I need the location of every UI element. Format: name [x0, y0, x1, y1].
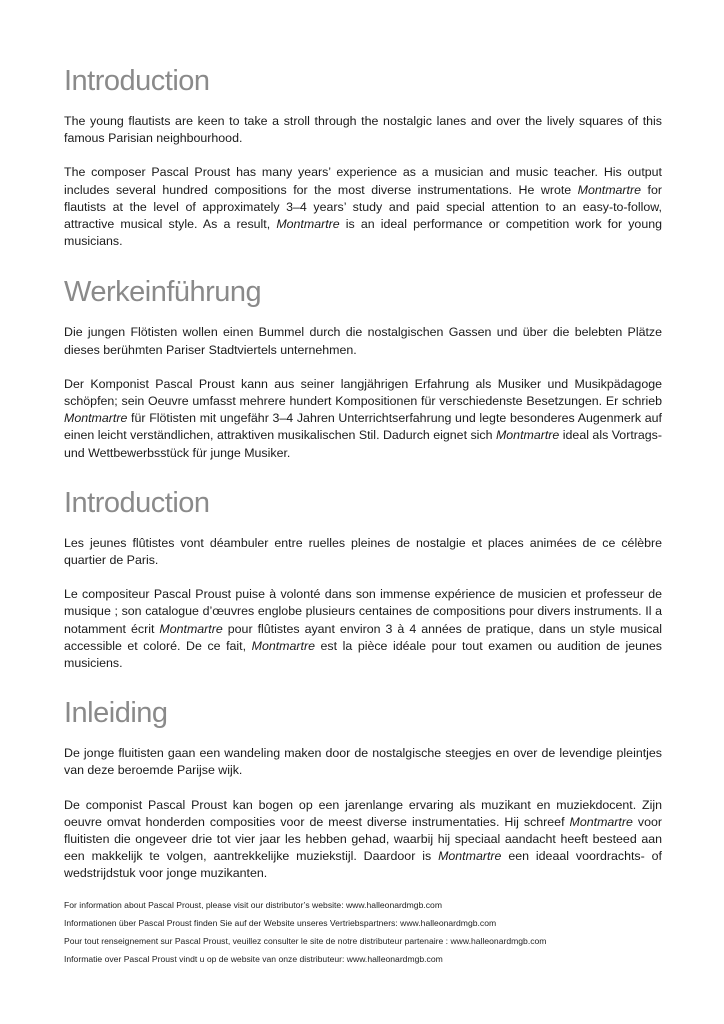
text-run: pour flûtistes ayant environ 3 à 4 années de pratique, dans un style musical accessible et coloré. De ce fait,	[64, 621, 663, 653]
paragraph: Les jeunes flûtistes vont déambuler entre ruelles pleines de nostalgie et places animées de ce célèbre quartier de Paris.	[64, 535, 662, 568]
text-run: est la pièce idéale pour tout examen ou audition de jeunes musiciens.	[64, 638, 662, 671]
text-run: is an ideal performance or competition work for young musicians.	[64, 217, 662, 249]
work-title: Montmartre	[276, 217, 340, 232]
work-title: Montmartre	[577, 182, 642, 197]
text-run: Le compositeur Pascal Proust puise à volonté dans son immense expérience de musicien et professeur de musique ; son catalogue d’œuvres englobe plusieurs centaines de compositions pour divers instruments. Il a notamment écrit	[64, 587, 662, 636]
text-run: for flautists at the level of approximately 3–4 years’ study and paid special attention to an easy-to-follow, attractive musical style. As a result,	[64, 182, 662, 232]
text-run: für Flötisten mit ungefähr 3–4 Jahren Unterrichtserfahrung und legte besonderes Augenmerk auf einen leicht verständlichen, attraktiven musikalischen Stil. Dadurch eignet sich	[64, 411, 662, 443]
text-run: een ideaal voordrachts- of wedstrijdstuk voor jonge muzikanten.	[64, 849, 662, 881]
work-title: Montmartre	[64, 411, 128, 426]
section-dutch	[64, 694, 662, 882]
section-english	[64, 62, 662, 250]
paragraph	[64, 376, 662, 462]
text-run: De componist Pascal Proust kan bogen op een jarenlange ervaring als muzikant en muziekdocent. Zijn oeuvre omvat honderden composities voor de meest diverse instrumentaties. Hij schreef	[64, 797, 662, 829]
footer-line-german: Informationen über Pascal Proust finden Sie auf der Website unseres Vertriebspartners: www.halleonardmgb.com	[64, 918, 497, 928]
paragraph: The young flautists are keen to take a stroll through the nostalgic lanes and over the lively squares of this famous Parisian neighbourhood.	[64, 114, 662, 146]
section-german	[64, 273, 662, 461]
section-french	[64, 484, 662, 672]
footer-line-english: For information about Pascal Proust, please visit our distributor’s website: www.halleonardmgb.com	[64, 900, 442, 910]
work-title: Montmartre	[251, 638, 315, 653]
work-title: Montmartre	[159, 621, 223, 636]
document-body	[64, 62, 662, 900]
text-run: Der Komponist Pascal Proust kann aus seiner langjährigen Erfahrung als Musiker und Musikpädagoge schöpfen; sein Oeuvre umfasst mehrere hundert Kompositionen für verschiedenste Besetzungen. Er schrieb	[64, 376, 662, 409]
footer-notes	[64, 896, 664, 968]
text-run: The composer Pascal Proust has many years’ experience as a musician and music teacher. His output includes several hundred compositions for the most diverse instrumentations. He wrote	[64, 165, 662, 197]
footer-line-french: Pour tout renseignement sur Pascal Proust, veuillez consulter le site de notre distributeur partenaire : www.halleonardmgb.com	[64, 936, 547, 946]
work-title: Montmartre	[569, 814, 633, 829]
paragraph	[64, 164, 662, 250]
footer-line-dutch: Informatie over Pascal Proust vindt u op de website van onze distributeur: www.halleonardmgb.com	[64, 954, 443, 964]
paragraph	[64, 797, 662, 883]
section-heading: Introduction	[64, 65, 210, 97]
paragraph: Die jungen Flötisten wollen einen Bummel durch die nostalgischen Gassen und über die belebten Plätze dieses berühmten Pariser Stadtviertels unternehmen.	[64, 325, 662, 357]
work-title: Montmartre	[438, 849, 502, 864]
work-title: Montmartre	[495, 428, 560, 443]
section-heading: Inleiding	[64, 697, 168, 730]
text-run: voor fluitisten die ongeveer drie tot vier jaar les hebben gehad, waarbij hij speciaal aandacht heeft besteed aan een makkelijk te volgen, aantrekkelijke muziekstijl. Daardoor is	[64, 814, 663, 864]
paragraph	[64, 586, 662, 672]
text-run: ideal als Vortrags- und Wettbewerbsstück für junge Musiker.	[64, 428, 662, 460]
section-heading: Introduction	[64, 486, 210, 519]
section-heading: Werkeinführung	[64, 276, 262, 309]
paragraph: De jonge fluitisten gaan een wandeling maken door de nostalgische steegjes en over de levendige pleintjes van deze beroemde Parijse wijk.	[64, 746, 662, 778]
